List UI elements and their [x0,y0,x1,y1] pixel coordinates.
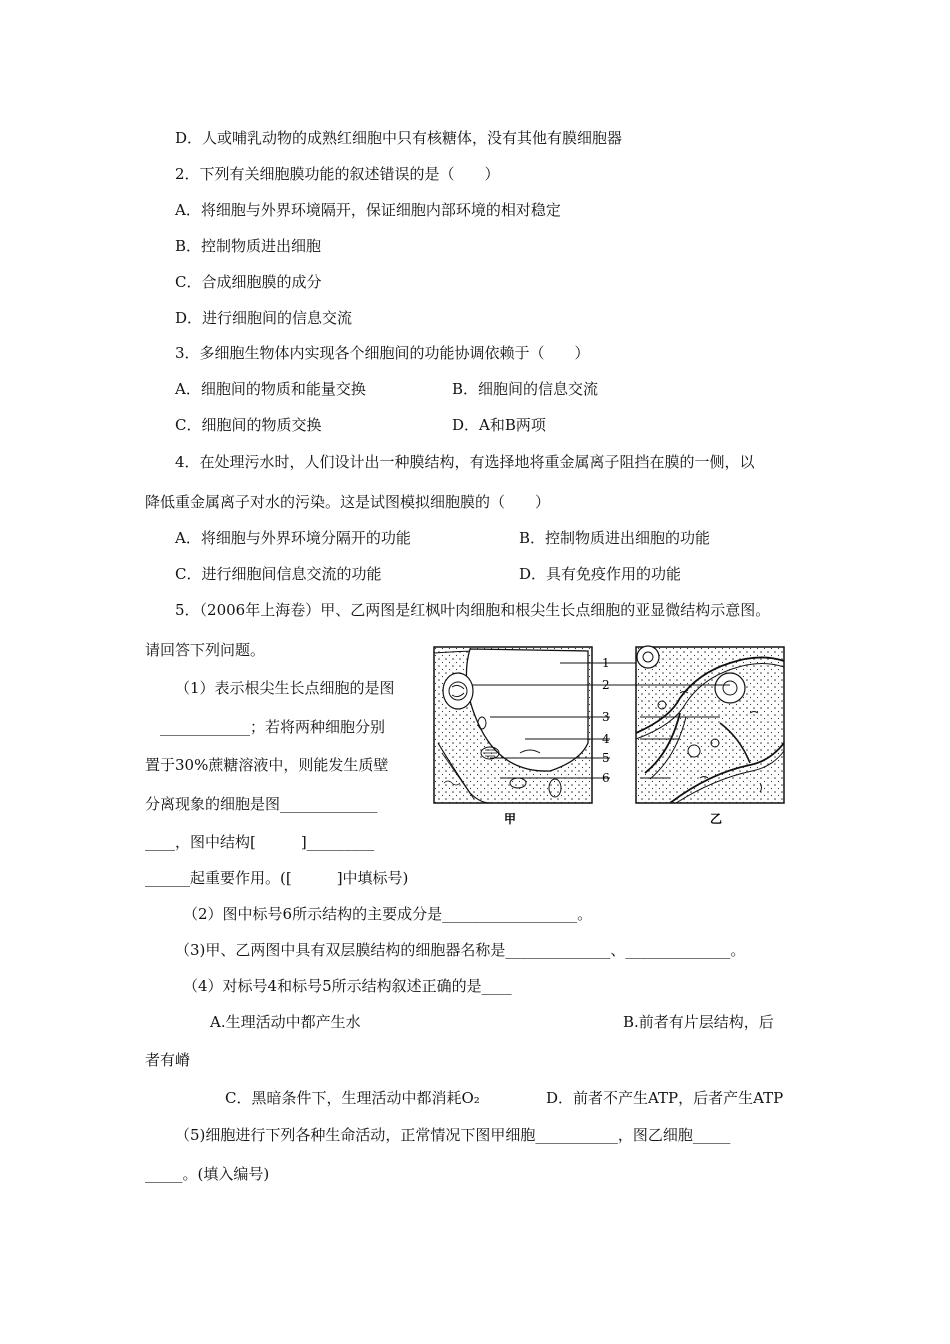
question-4-line2: 降低重金属离子对水的污染。这是试图模拟细胞膜的（ ） [145,493,551,511]
option-3d: D．A和B两项 [452,416,546,434]
option-4c: C．进行细胞间信息交流的功能 [175,565,382,583]
option-2c: C．合成细胞膜的成分 [175,273,322,291]
label-jia: 甲 [504,812,517,826]
q5-part4: （4）对标号4和标号5所示结构叙述正确的是____ [183,977,512,995]
q5-part5-line1: （5)细胞进行下列各种生命活动，正常情况下图甲细胞___________，图乙细胞_____ [175,1126,731,1144]
q5-part1-line2: ____________；若将两种细胞分别 [160,718,386,736]
option-4a: A．将细胞与外界环境分隔开的功能 [175,529,411,547]
cell-diagram [430,643,790,828]
option-4b: B．控制物质进出细胞的功能 [519,529,711,547]
question-2: 2．下列有关细胞膜功能的叙述错误的是（ ） [175,165,500,183]
q5-part1-line4: 分离现象的细胞是图_____________ [145,795,378,813]
question-3: 3．多细胞生物体内实现各个细胞间的功能协调依赖于（ ） [175,344,590,362]
q5-part2: （2）图中标号6所示结构的主要成分是__________________。 [183,905,593,923]
label-1: 1 [602,656,610,670]
q5-option-c: C．黑暗条件下，生理活动中都消耗O₂ [225,1089,480,1107]
q5-option-a: A.生理活动中都产生水 [210,1013,361,1031]
cell-jia [434,647,592,803]
q5-part1-line3: 置于30%蔗糖溶液中，则能发生质壁 [145,756,389,774]
q5-part1-line5: ____，图中结构[ ]_________ [145,833,375,851]
option-1d: D．人或哺乳动物的成熟红细胞中只有核糖体，没有其他有膜细胞器 [175,129,623,147]
option-3b: B．细胞间的信息交流 [452,380,599,398]
label-3: 3 [602,710,610,724]
question-4-line1: 4．在处理污水时，人们设计出一种膜结构，有选择地将重金属离子阻挡在膜的一侧，以 [175,453,755,471]
q5-option-b-cont: 者有嵴 [145,1051,191,1069]
q5-option-b: B.前者有片层结构，后 [623,1013,774,1031]
option-3c: C．细胞间的物质交换 [175,416,322,434]
cell-yi [636,646,784,803]
question-5-line2: 请回答下列问题。 [145,641,266,659]
q5-part3: （3)甲、乙两图中具有双层膜结构的细胞器名称是______________、______________。 [175,941,746,959]
label-6: 6 [602,771,610,785]
option-3a: A．细胞间的物质和能量交换 [175,380,366,398]
option-2b: B．控制物质进出细胞 [175,237,322,255]
q5-part1-line1: （1）表示根尖生长点细胞的是图 [175,679,395,697]
label-yi: 乙 [710,812,723,826]
option-2d: D．进行细胞间的信息交流 [175,309,353,327]
q5-part1-line6: ______起重要作用。([ ]中填标号) [145,869,409,887]
q5-option-d: D．前者不产生ATP，后者产生ATP [546,1089,784,1107]
label-5: 5 [602,751,610,765]
option-4d: D．具有免疫作用的功能 [519,565,682,583]
question-5-line1: 5．（2006年上海卷）甲、乙两图是红枫叶肉细胞和根尖生长点细胞的亚显微结构示意图。 [175,601,771,619]
option-2a: A．将细胞与外界环境隔开，保证细胞内部环境的相对稳定 [175,201,561,219]
label-4: 4 [602,732,610,746]
label-2: 2 [602,678,610,692]
q5-part5-line2: _____。(填入编号) [145,1165,270,1183]
